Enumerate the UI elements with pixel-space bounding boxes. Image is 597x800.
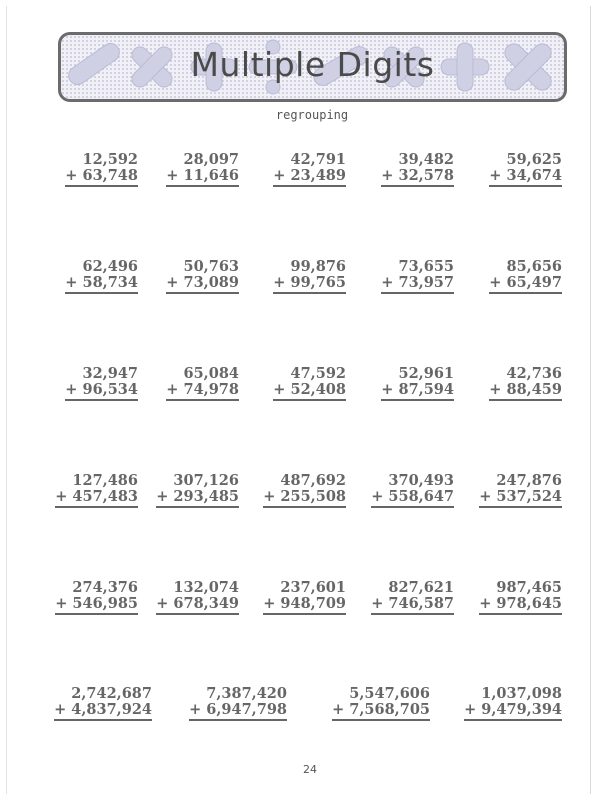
addend-bottom: + 73,957	[381, 275, 454, 294]
addend-bottom: + 9,479,394	[464, 702, 562, 721]
addend-bottom: + 32,578	[381, 168, 454, 187]
addend-bottom: + 558,647	[371, 489, 454, 508]
addend-top: 47,592	[290, 365, 346, 382]
addition-problem	[479, 580, 562, 615]
page-number: 24	[303, 763, 317, 776]
addend-bottom: + 255,508	[263, 489, 346, 508]
addition-problem	[381, 366, 454, 401]
addition-problem	[273, 152, 346, 187]
addend-top: 127,486	[72, 472, 138, 489]
addend-bottom: + 34,674	[489, 168, 562, 187]
addend-bottom: + 74,978	[166, 382, 239, 401]
addend-top: 307,126	[173, 472, 239, 489]
addend-bottom: + 948,709	[263, 596, 346, 615]
addition-problem	[489, 259, 562, 294]
addition-problem	[263, 473, 346, 508]
addition-problem	[489, 366, 562, 401]
addend-top: 62,496	[82, 258, 138, 275]
addend-top: 99,876	[290, 258, 346, 275]
addend-bottom: + 63,748	[65, 168, 138, 187]
addition-problem	[65, 366, 138, 401]
addend-top: 827,621	[388, 579, 454, 596]
addend-top: 50,763	[183, 258, 239, 275]
addend-top: 28,097	[183, 151, 239, 168]
addend-bottom: + 457,483	[55, 489, 138, 508]
addend-bottom: + 65,497	[489, 275, 562, 294]
addend-top: 987,465	[496, 579, 562, 596]
addend-top: 59,625	[506, 151, 562, 168]
addend-top: 132,074	[173, 579, 239, 596]
addend-top: 42,736	[506, 365, 562, 382]
addend-top: 1,037,098	[481, 685, 562, 702]
addend-bottom: + 99,765	[273, 275, 346, 294]
addition-problem	[189, 686, 287, 721]
addend-top: 370,493	[388, 472, 454, 489]
addend-top: 487,692	[280, 472, 346, 489]
addend-bottom: + 87,594	[381, 382, 454, 401]
addition-problem	[371, 473, 454, 508]
addend-top: 65,084	[183, 365, 239, 382]
addition-problem	[263, 580, 346, 615]
addend-bottom: + 7,568,705	[332, 702, 430, 721]
addend-top: 52,961	[398, 365, 454, 382]
addition-problem	[54, 686, 152, 721]
addend-top: 2,742,687	[71, 685, 152, 702]
addition-problem	[489, 152, 562, 187]
addition-problem	[65, 152, 138, 187]
addend-bottom: + 58,734	[65, 275, 138, 294]
addend-bottom: + 678,349	[156, 596, 239, 615]
addition-problem	[166, 259, 239, 294]
addend-top: 42,791	[290, 151, 346, 168]
addend-bottom: + 73,089	[166, 275, 239, 294]
addend-bottom: + 4,837,924	[54, 702, 152, 721]
addend-bottom: + 293,485	[156, 489, 239, 508]
addend-top: 7,387,420	[206, 685, 287, 702]
addend-bottom: + 52,408	[273, 382, 346, 401]
addend-top: 32,947	[82, 365, 138, 382]
addition-problem	[464, 686, 562, 721]
addition-problem	[479, 473, 562, 508]
addition-problem	[273, 259, 346, 294]
addend-top: 39,482	[398, 151, 454, 168]
addend-bottom: + 978,645	[479, 596, 562, 615]
addend-top: 85,656	[506, 258, 562, 275]
addend-bottom: + 88,459	[489, 382, 562, 401]
addend-top: 247,876	[496, 472, 562, 489]
addition-problem	[332, 686, 430, 721]
addend-bottom: + 6,947,798	[189, 702, 287, 721]
addition-problem	[55, 473, 138, 508]
title-banner	[58, 32, 567, 102]
page-subtitle: regrouping	[275, 108, 349, 122]
addition-problem	[156, 473, 239, 508]
addend-top: 73,655	[398, 258, 454, 275]
addition-problem	[273, 366, 346, 401]
addend-top: 5,547,606	[349, 685, 430, 702]
addition-problem	[381, 152, 454, 187]
addend-bottom: + 11,646	[166, 168, 239, 187]
addition-problem	[166, 366, 239, 401]
addend-top: 12,592	[82, 151, 138, 168]
page-title: Multiple Digits	[190, 45, 435, 84]
addition-problem	[156, 580, 239, 615]
addend-bottom: + 746,587	[371, 596, 454, 615]
addend-top: 274,376	[72, 579, 138, 596]
addend-bottom: + 23,489	[273, 168, 346, 187]
addition-problem	[371, 580, 454, 615]
addition-problem	[65, 259, 138, 294]
addend-top: 237,601	[280, 579, 346, 596]
addition-problem	[381, 259, 454, 294]
addition-problem	[166, 152, 239, 187]
addend-bottom: + 96,534	[65, 382, 138, 401]
addition-problem	[55, 580, 138, 615]
addend-bottom: + 546,985	[55, 596, 138, 615]
addend-bottom: + 537,524	[479, 489, 562, 508]
